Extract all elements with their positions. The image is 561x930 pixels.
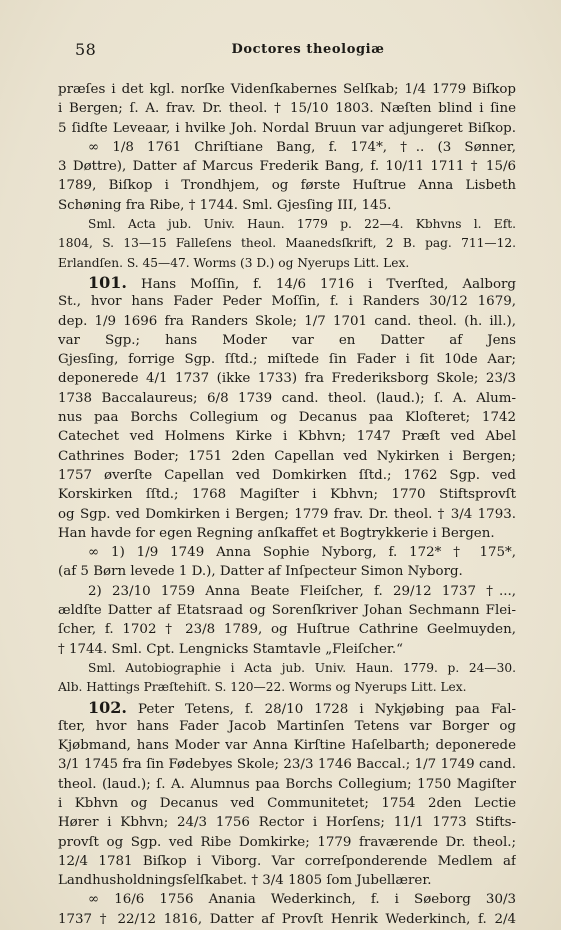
text-line: i Bergen; ſ. A. frav. Dr. theol. † 15/10 1803. Næſten blind i ſine (58, 101, 516, 117)
running-title: Doctores theologiæ (231, 42, 385, 57)
text-line: provſt og Sgp. ved Ribe Domkirke; 1779 fraværende Dr. theol.; (58, 834, 516, 850)
text-line: Schøning fra Ribe, † 1744. Sml. Gjesſing III, 145. (58, 197, 392, 213)
page-header (75, 40, 501, 62)
text-line: præſes i det kgl. norſke Videnſkabernes Selſkab; 1/4 1779 Biſkop (58, 82, 516, 97)
text-line: 1757 øverſte Capellan ved Domkirken ſſtd.; 1762 Sgp. ved (58, 467, 516, 483)
text-line: theol. (laud.); ſ. A. Alumnus paa Borchs Collegium; 1750 Magiſter (58, 776, 516, 792)
text-line: var Sgp.; hans Moder var en Datter af Jens (58, 332, 516, 348)
text-line: i Kbhvn og Decanus ved Communitetet; 1754 2den Lectie (58, 795, 516, 811)
text-line: Sml. Acta jub. Univ. Haun. 1779 p. 22—4. Kbhvns l. Eft. (88, 217, 516, 232)
text-line: ∞ 1/8 1761 Chriſtiane Bang, f. 174*, †.. (3 Sønner, (88, 139, 516, 155)
text-line: Landhusholdningsſelſkabet. † 3/4 1805 ſom Jubellærer. (58, 873, 432, 889)
text-line: Alb. Hattings Præſtehiſt. S. 120—22. Worms og Nyerups Litt. Lex. (58, 680, 467, 695)
page-number: 58 (75, 40, 97, 59)
text-line: Gjesſing, forrige Sgp. ſſtd.; miſtede ſin Fader i ſit 10de Aar; (58, 352, 516, 368)
text-line: 1738 Baccalaureus; 6/8 1739 cand. theol. (laud.); ſ. A. Alum- (58, 390, 516, 406)
text-line: (af 5 Børn levede 1 D.), Datter af Inſpecteur Simon Nyborg. (58, 564, 463, 580)
text-line: 1804, S. 13—15 Falleſens theol. Maanedsſkrift, 2 B. pag. 711—12. (58, 236, 516, 251)
text-line: Sml. Autobiographie i Acta jub. Univ. Haun. 1779. p. 24—30. (88, 660, 516, 675)
text-line: Catechet ved Holmens Kirke i Kbhvn; 1747 Præſt ved Abel (58, 429, 516, 445)
entry-text: Hans Moſſin, f. 14/6 1716 i Tverſted, Aalborg (126, 276, 516, 292)
text-line: † 1744. Sml. Cpt. Lengnicks Stamtavle „Fleiſcher.“ (58, 641, 403, 657)
text-line: 5 ſidſte Leveaar, i hvilke Joh. Nordal Bruun var adjungeret Biſkop. (58, 120, 516, 136)
text-line: 3/1 1745 fra ſin Fødebyes Skole; 23/3 1746 Baccal.; 1/7 1749 cand. (58, 757, 516, 773)
text-line: deponerede 4/1 1737 (ikke 1733) fra Frederiksborg Skole; 23/3 (58, 371, 516, 387)
text-line: ældſte Datter af Etatsraad og Sorenſkriver Johan Sechmann Flei- (58, 603, 516, 619)
entry-number: 101. (88, 272, 127, 292)
text-line: ſter, hvor hans Fader Jacob Martinſen Tetens var Borger og (58, 718, 516, 734)
text-line: 1789, Biſkop i Trondhjem, og første Huſtrue Anna Lisbeth (58, 178, 516, 194)
text-line: Han havde for egen Regning anſkaffet et Bogtrykkerie i Bergen. (58, 525, 495, 541)
text-line: Erlandſen. S. 45—47. Worms (3 D.) og Nyerups Litt. Lex. (58, 255, 410, 270)
text-line: 12/4 1781 Biſkop i Viborg. Var correſponderende Medlem af (58, 853, 516, 869)
text-line: og Sgp. ved Domkirken i Bergen; 1779 frav. Dr. theol. † 3/4 1793. (58, 506, 516, 522)
text-line: 1737 † 22/12 1816, Datter af Provſt Henrik Wederkinch, f. 2/4 (58, 911, 516, 927)
text-line: 3 Døttre), Datter af Marcus Frederik Bang, f. 10/11 1711 † 15/6 (58, 159, 516, 175)
entry-heading-line (58, 273, 516, 292)
text-line: ſcher, f. 1702 † 23/8 1789, og Huſtrue Cathrine Geelmuyden, (58, 622, 516, 638)
text-line: St., hvor hans Fader Peder Moſſin, f. i Randers 30/12 1679, (58, 294, 516, 310)
text-line: Kjøbmand, hans Moder var Anna Kirſtine Haſelbarth; deponerede (58, 738, 516, 754)
body-text (58, 80, 516, 929)
text-line: ∞ 1) 1/9 1749 Anna Sophie Nyborg, f. 172* † 175*, (88, 545, 516, 561)
text-line: Cathrines Boder; 1751 2den Capellan ved Nykirken i Bergen; (58, 448, 516, 464)
text-line: 2) 23/10 1759 Anna Beate Fleiſcher, f. 29/12 1737 †..., (88, 583, 516, 599)
text-line: ∞ 16/6 1756 Anania Wederkinch, f. i Søeborg 30/3 (88, 892, 516, 908)
text-line: Korskirken ſſtd.; 1768 Magiſter i Kbhvn; 1770 Stiftsprovſt (58, 487, 516, 503)
entry-number: 102. (88, 697, 127, 717)
text-line: dep. 1/9 1696 fra Randers Skole; 1/7 1701 cand. theol. (h. ill.), (58, 313, 516, 329)
text-line: Hører i Kbhvn; 24/3 1756 Rector i Horſens; 11/1 1773 Stifts- (58, 815, 516, 831)
entry-text: Peter Tetens, f. 28/10 1728 i Nykjøbing paa Fal- (126, 701, 516, 717)
text-line: nus paa Borchs Collegium og Decanus paa Kloſteret; 1742 (58, 410, 516, 426)
entry-heading-line (58, 698, 516, 717)
